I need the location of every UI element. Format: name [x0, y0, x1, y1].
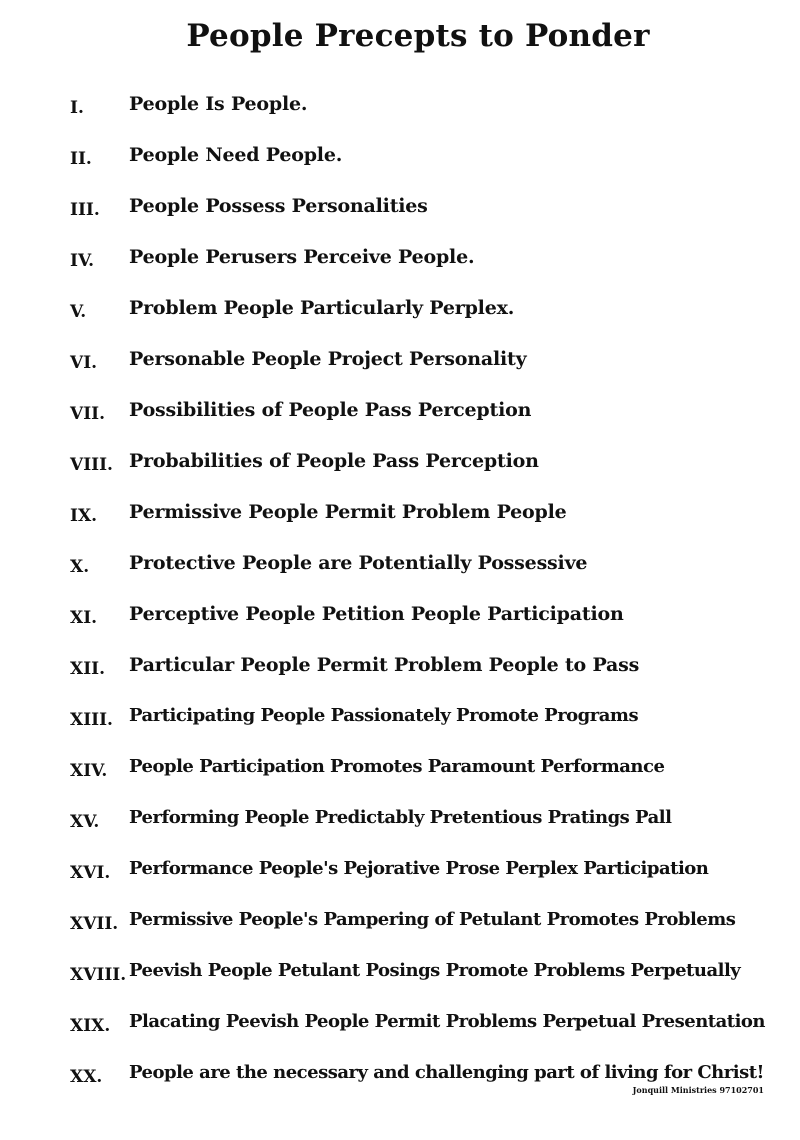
item-numeral: XIV. [70, 761, 108, 781]
list-item [0, 645, 800, 696]
item-text: People Possess Personalities [129, 195, 428, 217]
item-text: Permissive People's Pampering of Petulant Promotes Problems [129, 909, 736, 930]
item-numeral: II. [70, 149, 92, 169]
list-item [0, 237, 800, 288]
item-numeral: XVII. [70, 914, 119, 934]
list-item [0, 849, 800, 900]
item-text: Participating People Passionately Promote Programs [129, 705, 639, 726]
item-text: Placating Peevish People Permit Problems Perpetual Presentation [129, 1011, 766, 1032]
item-text: Permissive People Permit Problem People [129, 501, 567, 523]
item-numeral: XVIII. [70, 965, 127, 985]
item-numeral: XII. [70, 659, 106, 679]
item-text: People Is People. [129, 93, 308, 115]
item-text: Particular People Permit Problem People to Pass [129, 654, 640, 676]
list-item [0, 339, 800, 390]
item-numeral: XI. [70, 608, 98, 628]
list-item [0, 747, 800, 798]
list-item [0, 1002, 800, 1053]
item-numeral: XV. [70, 812, 100, 832]
list-item [0, 594, 800, 645]
item-text: Probabilities of People Pass Perception [129, 450, 539, 472]
list-item [0, 492, 800, 543]
item-text: Problem People Particularly Perplex. [129, 297, 515, 319]
item-numeral: I. [70, 98, 84, 118]
item-numeral: V. [70, 302, 87, 322]
list-item [0, 1053, 800, 1104]
list-item [0, 441, 800, 492]
item-numeral: XIII. [70, 710, 113, 730]
list-item [0, 798, 800, 849]
item-text: Performing People Predictably Pretentious Pratings Pall [129, 807, 672, 828]
list-item [0, 135, 800, 186]
list-item [0, 900, 800, 951]
item-numeral: IV. [70, 251, 95, 271]
list-item [0, 84, 800, 135]
list-item [0, 186, 800, 237]
item-text: Protective People are Potentially Possessive [129, 552, 588, 574]
item-numeral: X. [70, 557, 90, 577]
document-title: People Precepts to Ponder [186, 18, 650, 54]
item-numeral: VIII. [70, 455, 113, 475]
list-item [0, 543, 800, 594]
list-item [0, 288, 800, 339]
list-item [0, 390, 800, 441]
item-numeral: IX. [70, 506, 98, 526]
item-text: People Perusers Perceive People. [129, 246, 475, 268]
item-numeral: XIX. [70, 1016, 111, 1036]
item-numeral: XVI. [70, 863, 111, 883]
item-numeral: XX. [70, 1067, 103, 1087]
item-numeral: VI. [70, 353, 98, 373]
item-text: People Participation Promotes Paramount Performance [129, 756, 665, 777]
item-text: Personable People Project Personality [129, 348, 527, 370]
item-text: Performance People's Pejorative Prose Perplex Participation [129, 858, 709, 879]
list-item [0, 951, 800, 1002]
item-text: Perceptive People Petition People Participation [129, 603, 624, 625]
item-text: Possibilities of People Pass Perception [129, 399, 532, 421]
ministry-footer: Jonquill Ministries 97102701 [632, 1085, 764, 1095]
item-text: People Need People. [129, 144, 343, 166]
item-text: Peevish People Petulant Posings Promote Problems Perpetually [129, 960, 741, 981]
item-numeral: III. [70, 200, 100, 220]
item-numeral: VII. [70, 404, 106, 424]
item-text: People are the necessary and challenging part of living for Christ! [129, 1062, 764, 1083]
list-item [0, 696, 800, 747]
precepts-list [0, 84, 800, 1104]
